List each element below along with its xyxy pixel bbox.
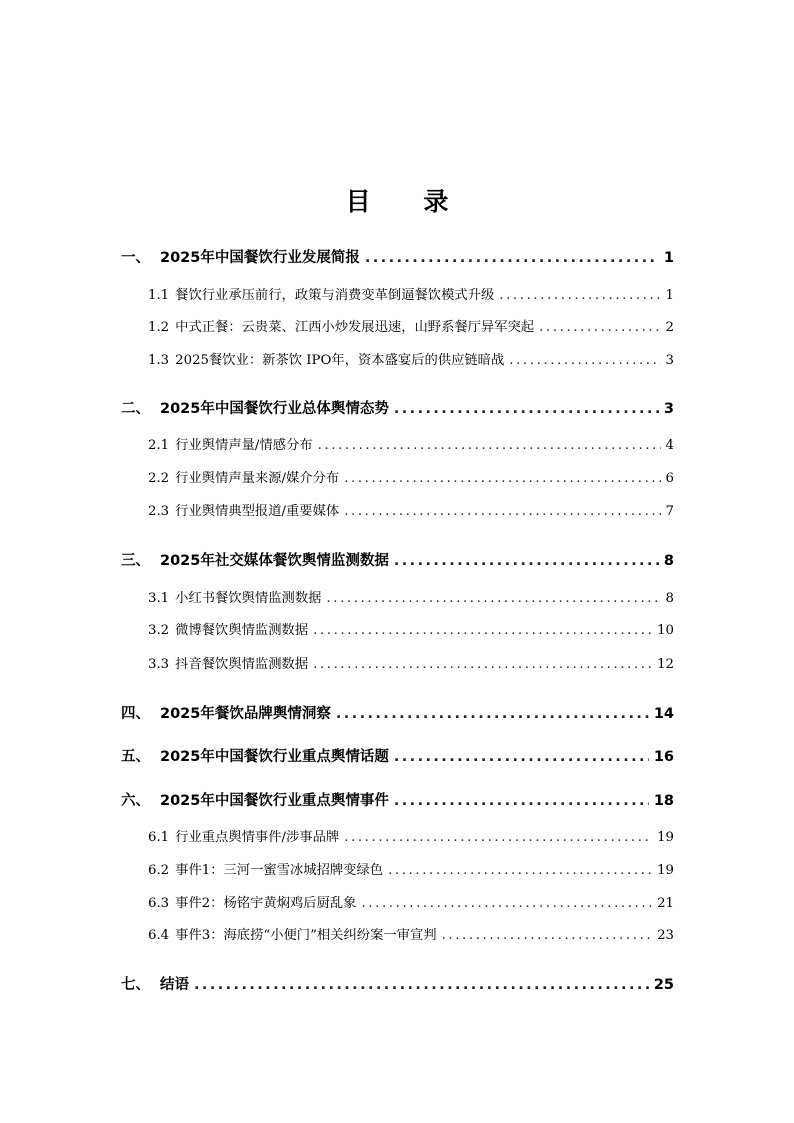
- toc-page-number: 7: [665, 504, 674, 519]
- toc-subsection-number: 2.1: [148, 438, 170, 453]
- toc-page-number: 1: [663, 250, 674, 266]
- toc-section-number: 三、: [121, 553, 150, 569]
- toc-dot-leader: [365, 247, 659, 269]
- toc-entry-6-3[interactable]: [148, 894, 674, 914]
- toc-section-number: 六、: [121, 793, 150, 809]
- toc-subsection-title: 事件2：杨铭宇黄焖鸡后厨乱象: [175, 896, 357, 911]
- toc-entry-section-4[interactable]: [121, 703, 674, 725]
- toc-subsection-title: 行业重点舆情事件/涉事品牌: [175, 830, 340, 845]
- toc-page-number: 6: [665, 471, 674, 486]
- toc-section-number: 四、: [121, 706, 150, 722]
- toc-subsection-title: 中式正餐：云贵菜、江西小炒发展迅速，山野系餐厅异军突起: [175, 320, 535, 335]
- toc-section-title: 2025年餐饮品牌舆情洞察: [160, 706, 331, 722]
- toc-page-number: 1: [665, 288, 674, 303]
- toc-dot-leader: [509, 351, 660, 371]
- toc-page-number: 8: [665, 591, 674, 606]
- toc-page-number: 8: [663, 553, 674, 569]
- toc-page-number: 19: [657, 830, 674, 845]
- toc-subsection-number: 1.2: [148, 320, 170, 335]
- toc-entry-section-2[interactable]: [121, 398, 674, 420]
- toc-page-number: 21: [657, 896, 674, 911]
- toc-dot-leader: [313, 655, 652, 675]
- toc-subsection-title: 小红书餐饮舆情监测数据: [175, 591, 322, 606]
- toc-entry-1-3[interactable]: [148, 351, 674, 371]
- toc-subsection-title: 行业舆情声量来源/媒介分布: [175, 471, 340, 486]
- toc-dot-leader: [499, 286, 660, 306]
- toc-entry-2-1[interactable]: [148, 436, 674, 456]
- toc-subsection-number: 6.4: [148, 928, 170, 943]
- toc-subsection-number: 1.1: [148, 288, 170, 303]
- toc-entry-1-1[interactable]: [148, 286, 674, 306]
- toc-page-number: 14: [653, 706, 674, 722]
- toc-entry-3-2[interactable]: [148, 621, 674, 641]
- toc-dot-leader: [394, 790, 649, 812]
- toc-subsection-number: 1.3: [148, 353, 170, 368]
- toc-section-title: 2025年中国餐饮行业总体舆情态势: [160, 401, 389, 417]
- toc-dot-leader: [313, 621, 652, 641]
- toc-subsection-number: 2.3: [148, 504, 170, 519]
- toc-page-number: 23: [657, 928, 674, 943]
- toc-section-title: 2025年中国餐饮行业发展简报: [160, 250, 360, 266]
- toc-dot-leader: [318, 436, 661, 456]
- toc-dot-leader: [194, 974, 649, 996]
- toc-dot-leader: [336, 703, 649, 725]
- toc-entry-6-2[interactable]: [148, 861, 674, 881]
- toc-dot-leader: [326, 589, 660, 609]
- toc-subsection-title: 餐饮行业承压前行，政策与消费变革倒逼餐饮模式升级: [175, 288, 495, 303]
- toc-dot-leader: [344, 502, 660, 522]
- toc-dot-leader: [344, 828, 652, 848]
- toc-subsection-number: 6.1: [148, 830, 170, 845]
- toc-section-title: 结语: [160, 977, 189, 993]
- toc-section-title: 2025年中国餐饮行业重点舆情事件: [160, 793, 389, 809]
- toc-subsection-title: 事件3：海底捞“小便门”相关纠纷案一审宣判: [175, 928, 437, 943]
- toc-subsection-number: 6.2: [148, 863, 170, 878]
- toc-entry-2-3[interactable]: [148, 502, 674, 522]
- toc-subsection-number: 2.2: [148, 471, 170, 486]
- toc-entry-6-1[interactable]: [148, 828, 674, 848]
- toc-page-number: 3: [665, 353, 674, 368]
- toc-subsection-number: 3.1: [148, 591, 170, 606]
- toc-entry-section-5[interactable]: [121, 746, 674, 768]
- toc-page-number: 16: [653, 749, 674, 765]
- toc-section-number: 七、: [121, 977, 150, 993]
- toc-dot-leader: [344, 469, 660, 489]
- toc-section-number: 五、: [121, 749, 150, 765]
- toc-entry-section-1[interactable]: [121, 247, 674, 269]
- toc-page-number: 25: [653, 977, 674, 993]
- toc-dot-leader: [394, 398, 659, 420]
- toc-page-number: 18: [653, 793, 674, 809]
- toc-dot-leader: [388, 861, 652, 881]
- toc-page-number: 12: [657, 657, 674, 672]
- toc-subsection-title: 2025餐饮业：新茶饮 IPO年，资本盛宴后的供应链暗战: [175, 353, 505, 368]
- toc-subsection-number: 3.2: [148, 623, 170, 638]
- toc-subsection-title: 事件1：三河一蜜雪冰城招牌变绿色: [175, 863, 384, 878]
- toc-subsection-title: 行业舆情典型报道/重要媒体: [175, 504, 340, 519]
- toc-section-number: 一、: [121, 250, 150, 266]
- toc-page-number: 10: [657, 623, 674, 638]
- toc-section-title: 2025年中国餐饮行业重点舆情话题: [160, 749, 389, 765]
- toc-section-number: 二、: [121, 401, 150, 417]
- toc-subsection-title: 微博餐饮舆情监测数据: [175, 623, 309, 638]
- toc-entry-6-4[interactable]: [148, 926, 674, 946]
- toc-entry-section-3[interactable]: [121, 550, 674, 572]
- toc-dot-leader: [394, 746, 649, 768]
- toc-title: 目 录: [345, 187, 471, 216]
- toc-dot-leader: [539, 318, 660, 338]
- toc-page-number: 2: [665, 320, 674, 335]
- toc-subsection-number: 3.3: [148, 657, 170, 672]
- toc-subsection-number: 6.3: [148, 896, 170, 911]
- toc-page-number: 19: [657, 863, 674, 878]
- toc-dot-leader: [361, 894, 652, 914]
- toc-section-title: 2025年社交媒体餐饮舆情监测数据: [160, 553, 389, 569]
- toc-page-number: 3: [663, 401, 674, 417]
- toc-entry-section-7[interactable]: [121, 974, 674, 996]
- toc-entry-3-1[interactable]: [148, 589, 674, 609]
- toc-subsection-title: 抖音餐饮舆情监测数据: [175, 657, 309, 672]
- toc-page-number: 4: [665, 438, 674, 453]
- toc-entry-2-2[interactable]: [148, 469, 674, 489]
- toc-entry-1-2[interactable]: [148, 318, 674, 338]
- toc-dot-leader: [442, 926, 653, 946]
- toc-entry-3-3[interactable]: [148, 655, 674, 675]
- toc-subsection-title: 行业舆情声量/情感分布: [175, 438, 313, 453]
- toc-dot-leader: [394, 550, 659, 572]
- toc-entry-section-6[interactable]: [121, 790, 674, 812]
